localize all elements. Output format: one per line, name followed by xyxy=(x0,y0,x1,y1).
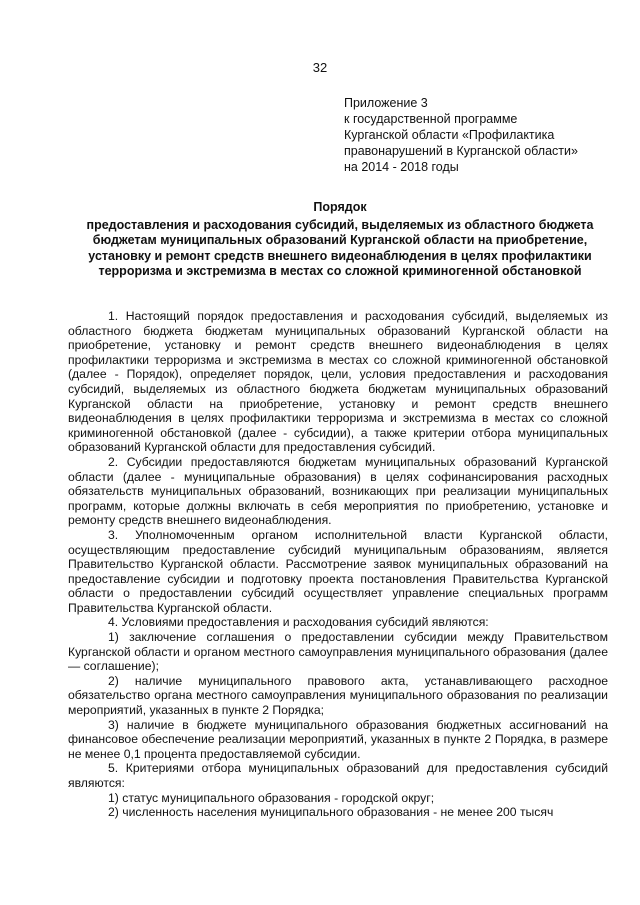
title-line: терроризма и экстремизма в местах со сложной криминогенной обстановкой xyxy=(98,264,582,278)
paragraph-5-item-2: 2) численность населения муниципального образования - не менее 200 тысяч xyxy=(108,805,554,820)
paragraph-4: 4. Условиями предоставления и расходования субсидий являются: xyxy=(108,615,489,630)
paragraph-3: 3. Уполномоченным органом исполнительной власти Курганской области, осуществляющим предоставление субсидий муниципальным образованиям, является Правительство Курганской области. Рассмотрение заявок муниципальных образований на предоставление субсидии и подготовку проекта постановления Правительства Курганской области о предоставлении субсидий осуществляет управление специальных программ Правительства Курганской области. xyxy=(68,527,608,615)
title-line: предоставления и расходования субсидий, выделяемых из областного бюджета xyxy=(86,217,594,232)
annex-line: к государственной программе xyxy=(344,112,518,126)
paragraph-5: 5. Критериями отбора муниципальных образований для предоставления субсидий являются: xyxy=(68,761,608,790)
document-title xyxy=(64,200,616,280)
paragraph-4-item-3: 3) наличие в бюджете муниципального образования бюджетных ассигнований на финансовое обеспечение реализации мероприятий, указанных в пункте 2 Порядка, в размере не менее 0,1 процента предоставляемой субсидии. xyxy=(68,717,608,761)
annex-line: на 2014 - 2018 годы xyxy=(344,160,459,174)
paragraph-4-item-2: 2) наличие муниципального правового акта, устанавливающего расходное обязательство органа местного самоуправления муниципального образования по реализации мероприятий, указанных в пункте 2 Порядка; xyxy=(68,673,608,718)
paragraph-1: 1. Настоящий порядок предоставления и расходования субсидий, выделяемых из областного бюджета бюджетам муниципальных образований Курганской области на приобретение, установку и ремонт средств внешнего видеонаблюдения в целях профилактики терроризма и экстремизма в местах со сложной криминогенной обстановкой (далее - Порядок), определяет порядок, цели, условия предоставления и расходования субсидий, выделяемых из областного бюджета бюджетам муниципальных образований Курганской области на приобретение, установку и ремонт средств внешнего видеонаблюдения в целях профилактики терроризма и экстремизма в местах со сложной криминогенной обстановкой (далее - субсидии), а также критерии отбора муниципальных образований Курганской области для предоставления субсидий. xyxy=(68,309,608,455)
paragraph-4-item-1: 1) заключение соглашения о предоставлении субсидии между Правительством Курганской области и органом местного самоуправления муниципального образования (далее — соглашение); xyxy=(68,630,608,674)
document-body xyxy=(68,309,608,820)
title-line: бюджетам муниципальных образований Курганской области на приобретение, xyxy=(92,233,588,247)
annex-line: Приложение 3 xyxy=(344,96,428,110)
paragraph-2: 2. Субсидии предоставляются бюджетам муниципальных образований Курганской области (далее - муниципальные образования) в целях софинансирования расходных обязательств муниципальных образований, возникающих при реализации муниципальных программ, которые должны включать в себя мероприятия по приобретению, установке и ремонту средств внешнего видеонаблюдения. xyxy=(68,454,608,528)
title-line: установку и ремонт средств внешнего видеонаблюдения в целях профилактики xyxy=(88,248,592,263)
annex-line: правонарушений в Курганской области» xyxy=(344,144,578,158)
annex-line: Курганской области «Профилактика xyxy=(344,128,555,142)
page-number: 32 xyxy=(312,60,328,75)
title-heading: Порядок xyxy=(313,200,367,214)
annex-block xyxy=(344,95,614,175)
paragraph-5-item-1: 1) статус муниципального образования - городской округ; xyxy=(108,790,435,805)
